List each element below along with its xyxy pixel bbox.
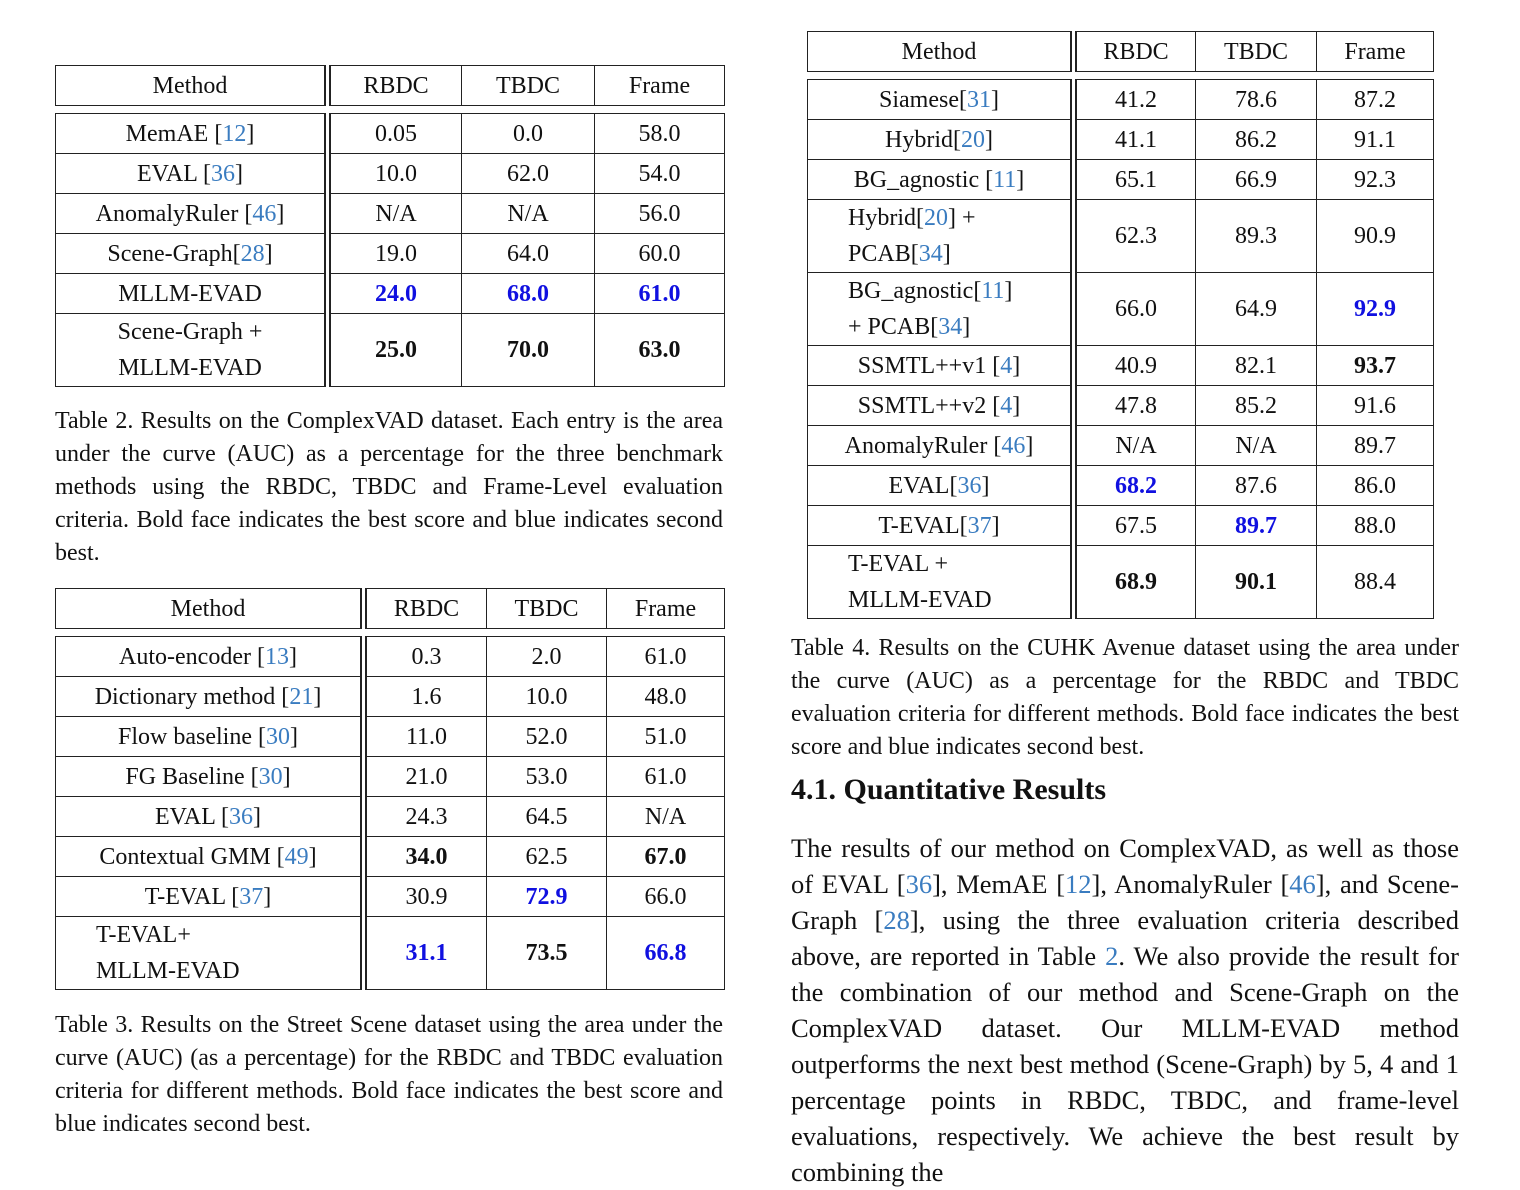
citation-link[interactable]: 31	[966, 86, 991, 113]
citation-link[interactable]: 2	[1105, 941, 1119, 971]
method-cell	[56, 114, 328, 154]
column-header: RBDC	[1074, 32, 1196, 72]
method-cell	[56, 154, 328, 194]
value-cell: 56.0	[595, 194, 725, 234]
value-cell: 34.0	[364, 837, 487, 877]
method-cell	[56, 877, 364, 917]
table-row	[56, 757, 725, 797]
value-cell: 67.0	[607, 837, 725, 877]
value-cell: 89.7	[1196, 506, 1317, 546]
table-body	[807, 79, 1434, 619]
text-segment: ]	[264, 240, 273, 267]
citation-link[interactable]: 12	[1065, 869, 1092, 899]
value-cell: 63.0	[595, 314, 725, 387]
value-cell: 48.0	[607, 677, 725, 717]
value-cell: 64.9	[1196, 273, 1317, 346]
value-cell: 88.4	[1317, 546, 1434, 619]
table-4-caption: Table 4. Results on the CUHK Avenue dataset using the area under the curve (AUC) as a percentage for the RBDC and TBDC evaluation criteria for different methods. Bold face indicates the best score and blue indicates second best.	[791, 635, 1459, 760]
text-segment: ]	[263, 883, 272, 910]
table-body	[55, 636, 725, 990]
section-heading: 4.1. Quantitative Results	[791, 773, 1106, 806]
citation-link[interactable]: 37	[239, 883, 264, 910]
table-row	[808, 273, 1434, 346]
value-cell: N/A	[462, 194, 595, 234]
text-segment: ]	[276, 200, 285, 227]
method-cell	[808, 546, 1074, 619]
text-segment: ]	[984, 126, 993, 153]
method-cell	[808, 346, 1074, 386]
text-segment: BG_agnostic [	[853, 166, 994, 193]
text-segment: Siamese[	[879, 86, 967, 113]
text-segment: T-EVAL[	[878, 512, 968, 539]
text-segment: AnomalyRuler [	[95, 200, 253, 227]
value-cell: 62.0	[462, 154, 595, 194]
value-cell: 0.3	[364, 637, 487, 677]
value-cell: 11.0	[364, 717, 487, 757]
value-cell: 61.0	[595, 274, 725, 314]
table-row	[808, 80, 1434, 120]
table-body	[55, 113, 725, 387]
table-row	[56, 234, 725, 274]
value-cell: 64.5	[487, 797, 607, 837]
table-row	[808, 200, 1434, 273]
value-cell: 66.9	[1196, 160, 1317, 200]
table-row	[808, 546, 1434, 619]
table-row	[56, 274, 725, 314]
text-segment: ], AnomalyRuler [	[1091, 869, 1290, 899]
value-cell: 87.6	[1196, 466, 1317, 506]
table-row	[56, 797, 725, 837]
method-cell	[808, 80, 1074, 120]
table-header	[55, 65, 725, 106]
value-cell: 67.5	[1074, 506, 1196, 546]
citation-link[interactable]: 46	[1289, 869, 1316, 899]
value-cell: 66.8	[607, 917, 725, 990]
table-4	[807, 31, 1434, 619]
value-cell: 54.0	[595, 154, 725, 194]
table-row	[808, 466, 1434, 506]
table-header	[55, 588, 725, 629]
table-row	[56, 917, 725, 990]
text-segment: EVAL [	[155, 803, 229, 830]
value-cell: 1.6	[364, 677, 487, 717]
citation-link[interactable]: 46	[1001, 432, 1026, 459]
value-cell: 87.2	[1317, 80, 1434, 120]
citation-link[interactable]: 36	[905, 869, 933, 899]
table-row	[808, 120, 1434, 160]
citation-link[interactable]: 4	[1000, 352, 1013, 379]
text-segment: ]	[288, 643, 297, 670]
column-header: TBDC	[487, 589, 607, 629]
value-cell: 68.0	[462, 274, 595, 314]
value-cell: 25.0	[328, 314, 462, 387]
citation-link[interactable]: 36	[957, 472, 982, 499]
value-cell: 66.0	[1074, 273, 1196, 346]
text-segment: ]	[990, 86, 999, 113]
text-segment: ]	[1012, 352, 1021, 379]
method-cell	[808, 200, 1074, 273]
value-cell: 89.3	[1196, 200, 1317, 273]
value-cell: 62.5	[487, 837, 607, 877]
citation-link[interactable]: 4	[1000, 392, 1013, 419]
text-segment: ]	[1012, 392, 1021, 419]
column-header: RBDC	[364, 589, 487, 629]
method-cell	[808, 273, 1074, 346]
value-cell: 47.8	[1074, 386, 1196, 426]
value-cell: 24.3	[364, 797, 487, 837]
text-segment: Hybrid[	[848, 205, 924, 231]
value-cell: 88.0	[1317, 506, 1434, 546]
table-3-caption: Table 3. Results on the Street Scene dataset using the area under the curve (AUC) (as a percentage) for the RBDC and TBDC evaluation criteria for different methods. Bold face indicates the best score and blue indicates second best.	[55, 1012, 723, 1137]
method-cell	[56, 274, 328, 314]
method-cell	[56, 234, 328, 274]
method-cell	[56, 637, 364, 677]
value-cell: 93.7	[1317, 346, 1434, 386]
table-row	[808, 506, 1434, 546]
method-cell	[56, 194, 328, 234]
text-segment: ], and Scene-Graph [	[791, 869, 1460, 935]
value-cell: 24.0	[328, 274, 462, 314]
citation-link[interactable]: 20	[923, 205, 948, 231]
column-header: Frame	[595, 66, 725, 106]
text-segment: ], using the three evaluation criteria described above, are reported in Table	[791, 905, 1459, 971]
method-cell	[56, 917, 364, 990]
value-cell: 10.0	[328, 154, 462, 194]
value-cell: 58.0	[595, 114, 725, 154]
table-row	[56, 717, 725, 757]
value-cell: 66.0	[607, 877, 725, 917]
text-segment: SSMTL++v1 [	[857, 352, 1001, 379]
method-cell	[808, 120, 1074, 160]
text-segment: ]	[246, 120, 255, 147]
text-segment: . We also provide the result for the combination of our method and Scene-Graph on the ComplexVAD dataset. Our MLLM-EVAD method outperforms the next best method (Scene-Graph) by 5, 4 and 1 percentage points in RBDC, TBDC, and frame-level evaluations, respectively. We achieve the best result by combining the	[791, 941, 1459, 1187]
value-cell: 68.9	[1074, 546, 1196, 619]
citation-link[interactable]: 34	[938, 314, 963, 340]
text-segment: ]	[1016, 166, 1025, 193]
method-cell	[56, 757, 364, 797]
value-cell: N/A	[328, 194, 462, 234]
value-cell: N/A	[1074, 426, 1196, 466]
text-segment: MemAE [	[125, 120, 223, 147]
value-cell: 19.0	[328, 234, 462, 274]
text-segment: MLLM-EVAD	[118, 280, 262, 307]
value-cell: N/A	[607, 797, 725, 837]
method-cell	[808, 386, 1074, 426]
table-row	[56, 837, 725, 877]
value-cell: 92.3	[1317, 160, 1434, 200]
table-row	[56, 677, 725, 717]
table-row	[56, 877, 725, 917]
column-header: Method	[56, 66, 328, 106]
citation-link[interactable]: 30	[265, 723, 290, 750]
value-cell: 51.0	[607, 717, 725, 757]
table-row	[808, 160, 1434, 200]
text-segment: ] + PCAB[	[848, 205, 976, 267]
value-cell: 52.0	[487, 717, 607, 757]
text-segment: AnomalyRuler [	[844, 432, 1002, 459]
column-header: TBDC	[1196, 32, 1317, 72]
value-cell: 2.0	[487, 637, 607, 677]
value-cell: 92.9	[1317, 273, 1434, 346]
method-cell	[56, 314, 328, 387]
table-row	[56, 194, 725, 234]
text-segment: ]	[981, 472, 990, 499]
table-row	[56, 314, 725, 387]
value-cell: 31.1	[364, 917, 487, 990]
value-cell: 65.1	[1074, 160, 1196, 200]
text-segment: ]	[1025, 432, 1034, 459]
method-cell	[808, 506, 1074, 546]
method-cell	[56, 797, 364, 837]
value-cell: 41.1	[1074, 120, 1196, 160]
method-cell	[808, 160, 1074, 200]
citation-link[interactable]: 12	[222, 120, 247, 147]
text-segment: EVAL [	[137, 160, 211, 187]
text-segment: Dictionary method [	[94, 683, 290, 710]
value-cell: 10.0	[487, 677, 607, 717]
text-segment: The results of our method on ComplexVAD, as well as those of EVAL [	[791, 833, 1459, 899]
value-cell: N/A	[1196, 426, 1317, 466]
column-header: TBDC	[462, 66, 595, 106]
text-segment: ]	[962, 314, 971, 340]
value-cell: 21.0	[364, 757, 487, 797]
table-2-caption: Table 2. Results on the ComplexVAD dataset. Each entry is the area under the curve (AUC) as a percentage for the three benchmark methods using the RBDC, TBDC and Frame-Level evaluation criteria. Bold face indicates the best score and blue indicates second best.	[55, 408, 723, 566]
text-segment: Scene-Graph[	[107, 240, 241, 267]
section-paragraph	[791, 830, 1459, 1190]
text-segment: ]	[313, 683, 322, 710]
column-header: Method	[808, 32, 1074, 72]
text-segment: Hybrid[	[885, 126, 961, 153]
citation-link[interactable]: 20	[960, 126, 985, 153]
value-cell: 90.9	[1317, 200, 1434, 273]
citation-link[interactable]: 11	[993, 166, 1017, 193]
method-cell	[56, 717, 364, 757]
text-segment: ] + PCAB[	[848, 278, 1013, 340]
text-segment: ]	[308, 843, 317, 870]
table-row	[808, 346, 1434, 386]
table-header	[807, 31, 1434, 72]
text-segment: Contextual GMM [	[99, 843, 285, 870]
citation-link[interactable]: 49	[284, 843, 309, 870]
method-cell	[56, 837, 364, 877]
value-cell: 86.0	[1317, 466, 1434, 506]
text-segment: ]	[235, 160, 243, 187]
value-cell: 30.9	[364, 877, 487, 917]
column-header: Frame	[1317, 32, 1434, 72]
value-cell: 61.0	[607, 757, 725, 797]
value-cell: 86.2	[1196, 120, 1317, 160]
table-row	[56, 154, 725, 194]
value-cell: 68.2	[1074, 466, 1196, 506]
citation-link[interactable]: 28	[883, 905, 910, 935]
value-cell: 82.1	[1196, 346, 1317, 386]
text-segment: BG_agnostic[	[848, 278, 982, 304]
table-row	[808, 386, 1434, 426]
citation-link[interactable]: 28	[240, 240, 265, 267]
table-row	[56, 637, 725, 677]
citation-link[interactable]: 37	[967, 512, 992, 539]
text-segment: FG Baseline [	[125, 763, 259, 790]
value-cell: 78.6	[1196, 80, 1317, 120]
value-cell: 41.2	[1074, 80, 1196, 120]
text-segment: ]	[253, 803, 261, 830]
column-header: Method	[56, 589, 364, 629]
citation-link[interactable]: 21	[289, 683, 314, 710]
value-cell: 0.05	[328, 114, 462, 154]
value-cell: 0.0	[462, 114, 595, 154]
table-row	[808, 426, 1434, 466]
text-segment: ], MemAE [	[932, 869, 1066, 899]
method-cell	[808, 466, 1074, 506]
citation-link[interactable]: 13	[264, 643, 289, 670]
text-segment: Flow baseline [	[118, 723, 266, 750]
citation-link[interactable]: 11	[981, 278, 1005, 304]
value-cell: 62.3	[1074, 200, 1196, 273]
text-segment: ]	[942, 241, 951, 267]
value-cell: 40.9	[1074, 346, 1196, 386]
citation-link[interactable]: 46	[252, 200, 277, 227]
citation-link[interactable]: 30	[258, 763, 283, 790]
text-segment: T-EVAL+ MLLM-EVAD	[96, 922, 240, 984]
text-segment: T-EVAL [	[144, 883, 240, 910]
table-row	[56, 114, 725, 154]
value-cell: 85.2	[1196, 386, 1317, 426]
text-segment: EVAL[	[888, 472, 958, 499]
value-cell: 70.0	[462, 314, 595, 387]
table-3	[55, 588, 725, 990]
text-segment: Scene-Graph + MLLM-EVAD	[117, 319, 263, 381]
method-cell	[808, 426, 1074, 466]
citation-link[interactable]: 36	[229, 803, 253, 830]
value-cell: 90.1	[1196, 546, 1317, 619]
text-segment: T-EVAL + MLLM-EVAD	[848, 551, 992, 613]
value-cell: 60.0	[595, 234, 725, 274]
text-segment: ]	[991, 512, 1000, 539]
value-cell: 53.0	[487, 757, 607, 797]
column-header: RBDC	[328, 66, 462, 106]
value-cell: 89.7	[1317, 426, 1434, 466]
value-cell: 61.0	[607, 637, 725, 677]
text-segment: SSMTL++v2 [	[857, 392, 1001, 419]
method-cell	[56, 677, 364, 717]
text-segment: ]	[282, 763, 291, 790]
column-header: Frame	[607, 589, 725, 629]
citation-link[interactable]: 36	[211, 160, 235, 187]
value-cell: 91.6	[1317, 386, 1434, 426]
value-cell: 73.5	[487, 917, 607, 990]
value-cell: 91.1	[1317, 120, 1434, 160]
text-segment: Auto-encoder [	[119, 643, 265, 670]
table-2	[55, 65, 725, 387]
value-cell: 64.0	[462, 234, 595, 274]
citation-link[interactable]: 34	[918, 241, 943, 267]
text-segment: ]	[289, 723, 298, 750]
value-cell: 72.9	[487, 877, 607, 917]
